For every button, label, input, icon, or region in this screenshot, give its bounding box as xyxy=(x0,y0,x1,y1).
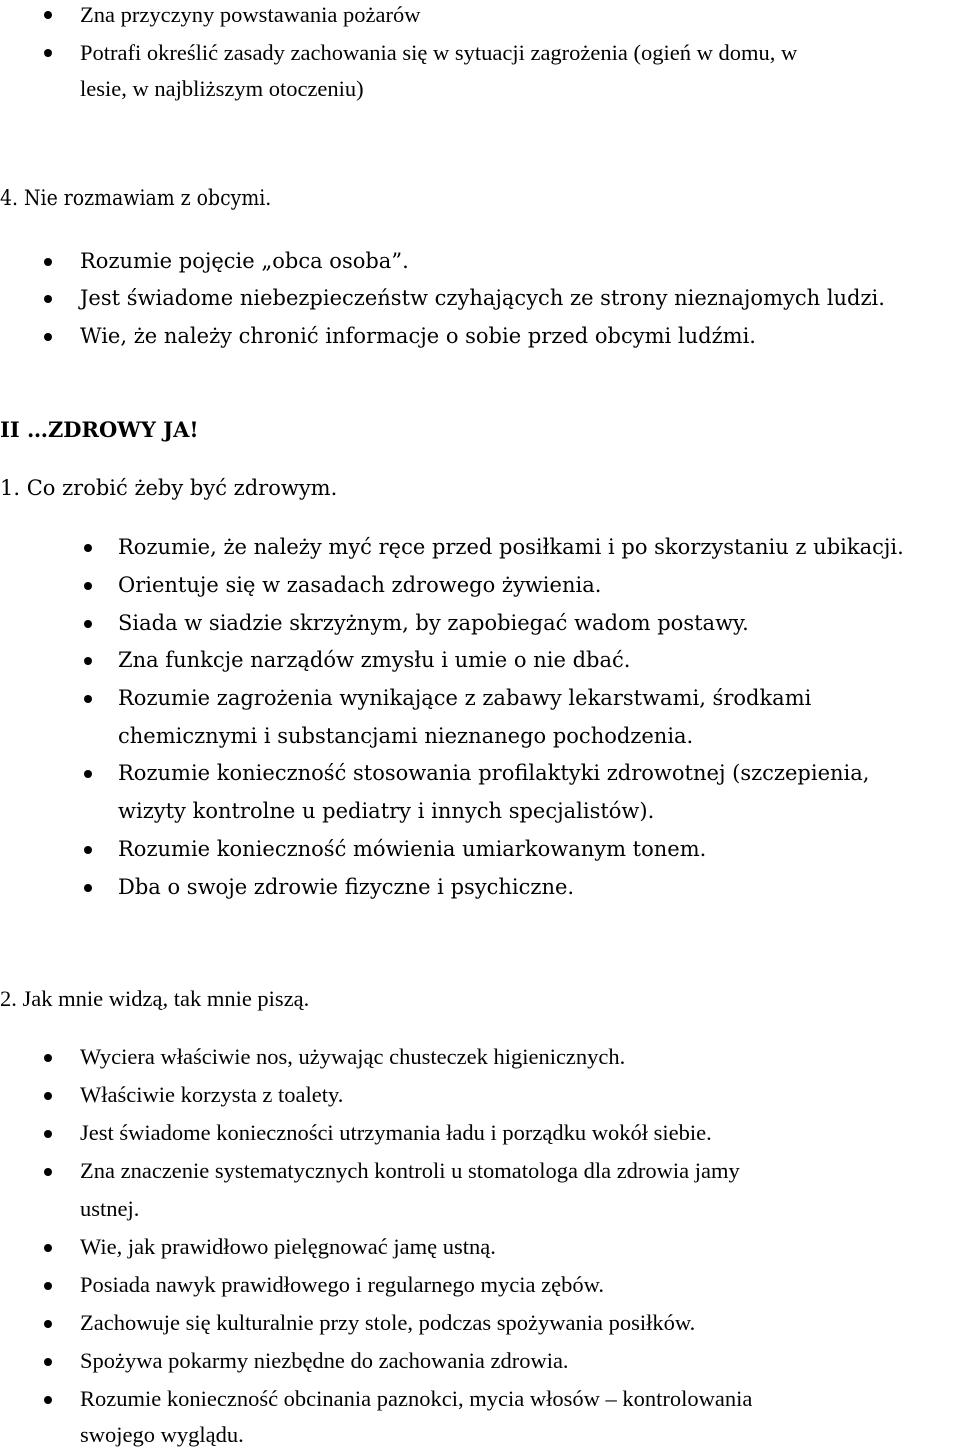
bullet-icon xyxy=(44,258,52,266)
list-item: Wyciera właściwie nos, używając chusteczek higienicznych. xyxy=(80,1044,626,1069)
list-item-continuation: chemicznymi i substancjami nieznanego pochodzenia. xyxy=(118,724,694,748)
bullet-icon xyxy=(84,657,92,665)
list-item: Wie, że należy chronić informacje o sobie przed obcymi ludźmi. xyxy=(80,324,756,348)
list-item: Zna funkcje narządów zmysłu i umie o nie dbać. xyxy=(118,648,631,672)
bullet-icon xyxy=(84,582,92,590)
bullet-icon xyxy=(84,695,92,703)
list-item: Wie, jak prawidłowo pielęgnować jamę ustną. xyxy=(80,1234,496,1259)
bullet-icon xyxy=(44,295,52,303)
list-item: Właściwie korzysta z toalety. xyxy=(80,1082,344,1107)
bullet-icon xyxy=(84,884,92,892)
list-item-continuation: wizyty kontrolne u pediatry i innych specjalistów). xyxy=(118,799,655,823)
list-item: Zna przyczyny powstawania pożarów xyxy=(80,2,421,27)
list-item-continuation: ustnej. xyxy=(80,1196,140,1221)
bullet-icon xyxy=(44,1130,52,1138)
bullet-icon xyxy=(44,1358,52,1366)
part-title: II …ZDROWY JA! xyxy=(0,417,199,442)
list-item: Jest świadome niebezpieczeństw czyhających ze strony nieznajomych ludzi. xyxy=(80,286,885,310)
bullet-icon xyxy=(44,49,52,57)
bullet-icon xyxy=(44,1282,52,1290)
list-item-continuation: lesie, w najbliższym otoczeniu) xyxy=(80,76,364,101)
bullet-icon xyxy=(44,1054,52,1062)
bullet-icon xyxy=(44,1396,52,1404)
section-heading: 2. Jak mnie widzą, tak mnie piszą. xyxy=(0,986,310,1011)
list-item-continuation: swojego wyglądu. xyxy=(80,1422,244,1447)
bullet-icon xyxy=(84,544,92,552)
list-item: Rozumie zagrożenia wynikające z zabawy lekarstwami, środkami xyxy=(118,686,812,710)
list-item: Siada w siadzie skrzyżnym, by zapobiegać wadom postawy. xyxy=(118,611,749,635)
list-item: Jest świadome konieczności utrzymania ładu i porządku wokół siebie. xyxy=(80,1120,712,1145)
list-item: Posiada nawyk prawidłowego i regularnego mycia zębów. xyxy=(80,1272,605,1297)
list-item: Potrafi określić zasady zachowania się w sytuacji zagrożenia (ogień w domu, w xyxy=(80,40,798,65)
bullet-icon xyxy=(84,620,92,628)
list-item: Rozumie konieczność obcinania paznokci, mycia włosów – kontrolowania xyxy=(80,1386,753,1411)
bullet-icon xyxy=(84,846,92,854)
list-item: Rozumie pojęcie „obca osoba”. xyxy=(80,249,409,273)
list-item: Spożywa pokarmy niezbędne do zachowania zdrowia. xyxy=(80,1348,569,1373)
section-heading: 1. Co zrobić żeby być zdrowym. xyxy=(0,476,338,500)
list-item: Zachowuje się kulturalnie przy stole, podczas spożywania posiłków. xyxy=(80,1310,696,1335)
bullet-icon xyxy=(44,1320,52,1328)
bullet-icon xyxy=(44,1092,52,1100)
bullet-icon xyxy=(44,1244,52,1252)
list-item: Dba o swoje zdrowie fizyczne i psychiczne. xyxy=(118,875,575,899)
bullet-icon xyxy=(44,1168,52,1176)
bullet-icon xyxy=(44,333,52,341)
bullet-icon xyxy=(44,11,52,19)
section-heading: 4. Nie rozmawiam z obcymi. xyxy=(0,186,272,210)
list-item: Rozumie konieczność stosowania profilaktyki zdrowotnej (szczepienia, xyxy=(118,761,870,785)
list-item: Rozumie konieczność mówienia umiarkowanym tonem. xyxy=(118,837,707,861)
bullet-icon xyxy=(84,770,92,778)
list-item: Rozumie, że należy myć ręce przed posiłkami i po skorzystaniu z ubikacji. xyxy=(118,535,904,559)
list-item: Orientuje się w zasadach zdrowego żywienia. xyxy=(118,573,602,597)
list-item: Zna znaczenie systematycznych kontroli u stomatologa dla zdrowia jamy xyxy=(80,1158,740,1183)
